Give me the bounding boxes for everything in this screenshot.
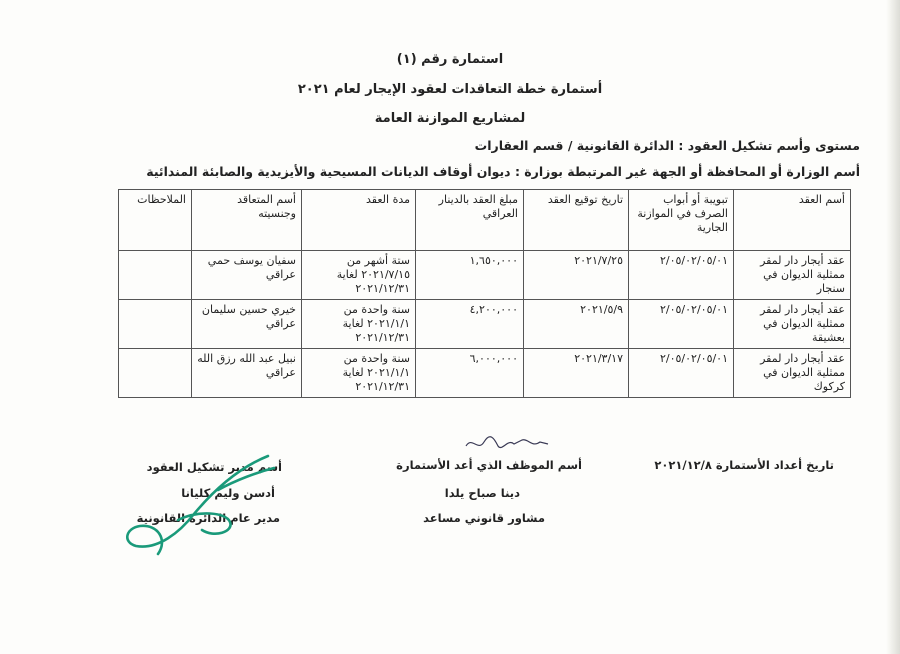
header-cell: مبلغ العقد بالدينار العراقي: [416, 190, 524, 251]
signing-date: ٢٠٢١/٥/٩: [524, 300, 629, 349]
preparer-title: مشاور قانوني مساعد: [423, 511, 545, 525]
manager-title: مدير عام الدائرة القانونية: [136, 511, 280, 525]
budget-code: ٢/٠٥/٠٢/٠٥/٠١: [629, 251, 734, 300]
header-cell: أسم المتعاقد وجنسيته: [192, 190, 302, 251]
table-row: [119, 251, 851, 300]
notes: [119, 251, 192, 300]
contract-duration: ستة أشهر من ٢٠٢١/٧/١٥ لغاية ٢٠٢١/١٢/٣١: [302, 251, 416, 300]
manager-signature: [118, 450, 278, 560]
table-header-row: [119, 190, 851, 251]
prep-date: تاريخ أعداد الأستمارة ٢٠٢١/١٢/٨: [654, 458, 834, 472]
contract-duration: سنة واحدة من ٢٠٢١/١/١ لغاية ٢٠٢١/١٢/٣١: [302, 300, 416, 349]
contract-amount: ٤,٢٠٠,٠٠٠: [416, 300, 524, 349]
table-row: [119, 349, 851, 398]
form-subtitle: لمشاريع الموازنة العامة: [374, 111, 526, 126]
header-cell: الملاحظات: [119, 190, 192, 251]
budget-code: ٢/٠٥/٠٢/٠٥/٠١: [629, 300, 734, 349]
contract-amount: ٦,٠٠٠,٠٠٠: [416, 349, 524, 398]
signing-date: ٢٠٢١/٧/٢٥: [524, 251, 629, 300]
contractor-name: سفيان يوسف حمي عراقي: [192, 251, 302, 300]
contracts-table: [118, 189, 851, 398]
form-title: أستمارة خطة التعاقدات لعقود الإيجار لعام ٢٠٢١: [297, 82, 603, 97]
contractor-name: خيري حسين سليمان عراقي: [192, 300, 302, 349]
notes: [119, 349, 192, 398]
notes: [119, 300, 192, 349]
preparer-signature: [462, 432, 552, 454]
contractor-name: نبيل عبد الله رزق الله عراقي: [192, 349, 302, 398]
contract-name: عقد أيجار دار لمقر ممثلية الديوان في بعشيقة: [734, 300, 851, 349]
header-cell: تاريخ توقيع العقد: [524, 190, 629, 251]
manager-name: أدسن وليم كليانا: [181, 486, 275, 500]
contract-name: عقد أيجار دار لمقر ممثلية الديوان في سنجار: [734, 251, 851, 300]
ministry-name: أسم الوزارة أو المحافظة أو الجهة غير المرتبطة بوزارة : ديوان أوقاف الديانات المسيحية والأيزيدية والصابئة المندائية: [146, 164, 860, 179]
manager-label: أسم مدير تشكيل العقود: [146, 460, 282, 474]
page-edge-shadow: [886, 0, 900, 654]
header-cell: أسم العقد: [734, 190, 851, 251]
contract-duration: سنة واحدة من ٢٠٢١/١/١ لغاية ٢٠٢١/١٢/٣١: [302, 349, 416, 398]
preparer-name: دينا صباح يلدا: [444, 486, 520, 500]
header-cell: مدة العقد: [302, 190, 416, 251]
contracts-level: مستوى وأسم تشكيل العقود : الدائرة القانونية / قسم العقارات: [474, 138, 860, 153]
contract-name: عقد أيجار دار لمقر ممثلية الديوان في كركوك: [734, 349, 851, 398]
contract-amount: ١,٦٥٠,٠٠٠: [416, 251, 524, 300]
preparer-label: أسم الموظف الذي أعد الأستمارة: [396, 458, 582, 472]
signing-date: ٢٠٢١/٣/١٧: [524, 349, 629, 398]
table-row: [119, 300, 851, 349]
header-cell: تبويبة أو أبواب الصرف في الموازنة الجارية: [629, 190, 734, 251]
form-number: استمارة رقم (١): [396, 52, 504, 67]
budget-code: ٢/٠٥/٠٢/٠٥/٠١: [629, 349, 734, 398]
